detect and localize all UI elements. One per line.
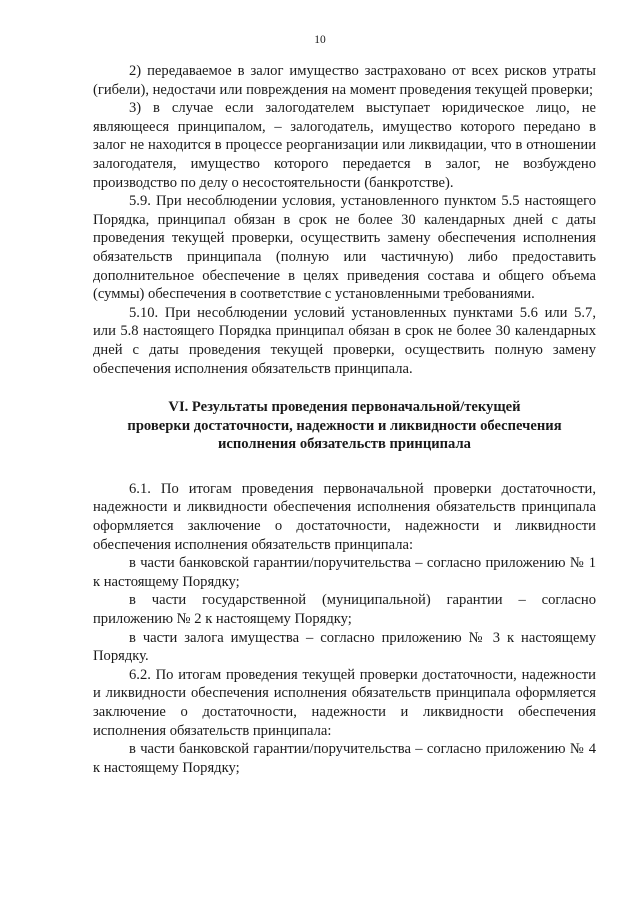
document-body xyxy=(93,62,596,777)
paragraph-item-2: 2) передаваемое в залог имущество застраховано от всех рисков утраты (гибели), недостачи или повреждения на момент проведения текущей проверки; xyxy=(93,63,596,98)
paragraph-6-1: 6.1. По итогам проведения первоначальной проверки достаточности, надежности и ликвидности обеспечения исполнения обязательств принципала оформляется заключение о достаточности, надежности и ликвидности обеспечения исполнения обязательств принципала: xyxy=(93,480,596,553)
page-number: 10 xyxy=(314,34,326,46)
paragraph-5-9: 5.9. При несоблюдении условия, установленного пунктом 5.5 настоящего Порядка, принципал обязан в срок не более 30 календарных дней с даты проведения текущей проверки, осуществить замену обеспечения исполнения обязательств принципала (полную или частичную) либо предоставить дополнительное обеспечение в целях приведения состава и общего объема (суммы) обеспечения в соответствие с установленными требованиями. xyxy=(93,193,596,303)
paragraph-appendix-1: в части банковской гарантии/поручительства – согласно приложению № 1 к настоящему Порядку; xyxy=(93,555,596,590)
paragraph-5-10: 5.10. При несоблюдении условий установленных пунктами 5.6 или 5.7, или 5.8 настоящего Порядка принципал обязан в срок не более 30 календарных дней с даты проведения текущей проверки, осуществить полную замену обеспечения исполнения обязательств принципала. xyxy=(93,304,596,377)
paragraph-6-2: 6.2. По итогам проведения текущей проверки достаточности, надежности и ликвидности обеспечения исполнения обязательств принципала оформляется заключение о достаточности, надежности и ликвидности обеспечения исполнения обязательств принципала: xyxy=(93,666,596,739)
section-heading-line-2: проверки достаточности, надежности и ликвидности обеспечения xyxy=(127,417,562,434)
section-heading-line-1: VI. Результаты проведения первоначальной/текущей xyxy=(168,399,521,416)
paragraph-appendix-2: в части государственной (муниципальной) гарантии – согласно приложению № 2 к настоящему Порядку; xyxy=(93,592,596,628)
section-heading-line-3: исполнения обязательств принципала xyxy=(218,436,471,453)
section-heading xyxy=(93,398,596,454)
paragraph-appendix-3: в части залога имущества – согласно приложению № 3 к настоящему Порядку. xyxy=(93,629,596,665)
paragraph-item-3: 3) в случае если залогодателем выступает юридическое лицо, не являющееся принципалом, – залогодатель, имущество которого передано в залог не находится в процессе реорганизации или ликвидации, что в отношении залогодателя, имущество которого передается в залог, не возбуждено производство по делу о несостоятельности (банкротстве). xyxy=(93,100,596,191)
paragraph-appendix-4: в части банковской гарантии/поручительства – согласно приложению № 4 к настоящему Порядку; xyxy=(93,741,596,776)
